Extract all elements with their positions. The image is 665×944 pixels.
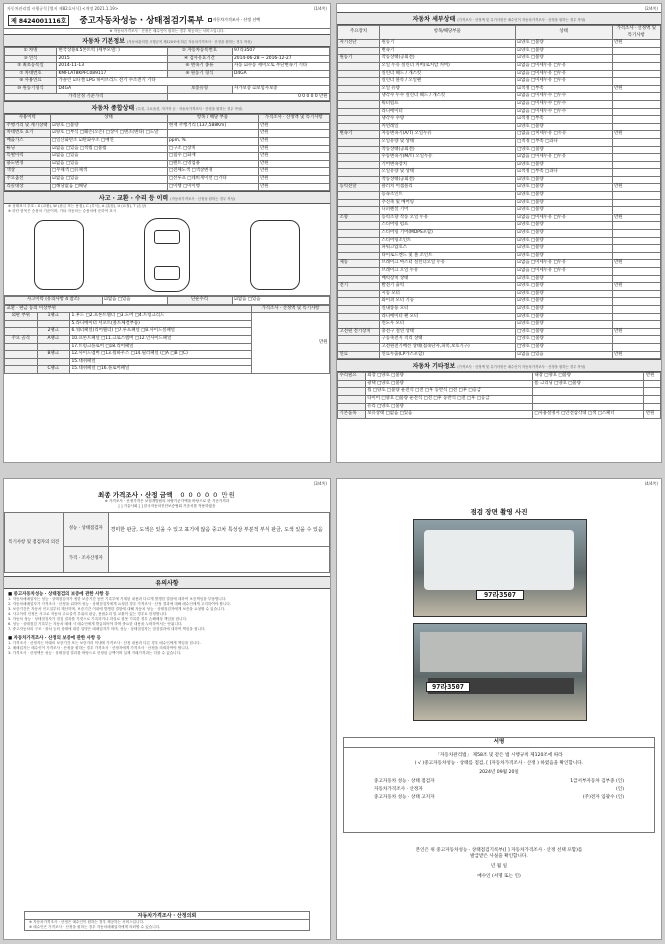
doc-number: 제 8424001116호	[8, 15, 69, 26]
table-row: 냉각수 수량 ☑적정 □부족	[338, 116, 661, 124]
photo-title: 점검 장면 촬영 사진	[470, 508, 528, 516]
table-row: 고전원전기배선 상태(접속단자,피복,보호기구) □양호 □불량	[338, 343, 661, 351]
table-row: 시동 모터 ☑양호 □불량	[338, 290, 661, 298]
table-row: 수리필요 외장 □양호 □불량 내장 □양호 □불량 만원	[338, 373, 661, 381]
table-row: 커먼레일 ☑양호 □불량	[338, 123, 661, 131]
table-row: 용도변경 ☑없음 □있음 □렌트 □영업용 만원	[5, 160, 330, 168]
table-row: 외판 부위 1랭크 1.후드 □2.프론트휀더 □3.도어 □4.트렁크리드 만원	[5, 313, 330, 321]
table-row: ⑩ 원동기형식 D4GA 보증유형 자가보증 ☑보험사보증	[5, 85, 330, 93]
section-caution: 유의사항	[4, 576, 330, 589]
table-row: 15.대쉬패널	[5, 358, 330, 366]
signer-row: 중고자동차 성능 · 상태 고지자 (주)전자 임광수 (인)	[374, 795, 624, 800]
table-row: 색상 □무채색 □유채색 □전체도색 □색상변경 만원	[5, 168, 330, 176]
section-accident: 사고 · 교환 · 수리 등 이력 (자동차가격조사 · 산정을 원하는 경우 작성)	[4, 191, 330, 204]
table-row: 제동 브레이크 마스터 실린더오일 누유 ☑없음 □미세누유 □누유 만원	[338, 260, 661, 268]
caution-item: 1. 가격조사 · 산정자는 아래의 보증기간 또는 보증거리 이내에 가격조사 · 산정 내용과 다른 경우 매수인에게 책임을 집니다.	[8, 641, 201, 645]
table-row: 실린더 헤드 / 개스킷 ☑없음 □미세누유 □누유	[338, 70, 661, 78]
photo-front	[413, 519, 587, 617]
table-row: 고전원 전기장치 충전구 절연 상태 □양호 □불량 만원	[338, 328, 661, 336]
table-row: 스티어링조인트 ☑양호 □불량	[338, 237, 661, 245]
caution-item: 3. 보증기간은 자동차 인도일부터 계산하며, 보증기간 이내에 발생한 결함에 대해 자동차 성능 · 상태점검자에게 보증을 요청할 수 있습니다.	[8, 607, 226, 611]
table-row: 조향 동력조향 작동 오일 누유 ☑없음 □미세누유 □누유 만원	[338, 214, 661, 222]
section-basic: 자동차 기본정보 (자동차관리법 시행규칙 제120조에 따른 자동차가격조사 · 산정을 원하는 경우 작성)	[4, 34, 330, 47]
table-row: 기어변속장치 ☑양호 □불량	[338, 161, 661, 169]
doc-title: 중고자동차성능 · 상태점검기록부	[79, 16, 204, 26]
table-row: 배력장치 상태 ☑양호 □불량	[338, 275, 661, 283]
photo-rear	[413, 623, 587, 721]
form-header-left: 자동차관리법 시행규칙 [별지 제82호서식] <개정 2021.1.19>	[7, 6, 119, 11]
table-row: 배출가스 □일산화탄소 ☑탄화수소 □매연 ppm, % 만원	[5, 137, 330, 145]
base-price: 0 0 0 0 0 만원	[167, 93, 330, 101]
table-row: 자기진단 원동기 ☑양호 □불량 만원	[338, 40, 661, 48]
price-check-option[interactable]: 자동차가격조사 · 산정 선택	[208, 17, 261, 23]
table-row: 동력전달 클러치 어셈블리 ☑양호 □불량 만원	[338, 184, 661, 192]
table-row: ⑨ 사용연료 가솔린 ☑디젤 LPG 하이브리드 전기 수소전기 기타	[5, 78, 330, 86]
table-row: 차대번호 표기 ☑양호 □부식 □훼손(오손) □상이 □변조(변타) □도말 만원	[5, 130, 330, 138]
doc-subtitle: ※ 자동차가격조사 · 산정은 매수인이 원하는 경우 제공하는 서비스입니다.	[109, 29, 225, 33]
table-row: 작동상태(공회전) ☑양호 □불량	[338, 176, 661, 184]
caution-item: 4. 사고이력 인정은 사고로 자동차 주요골격 부위의 판금, 용접수리 및 교환이 있는 경우로 한정합니다.	[8, 612, 168, 616]
exchange-table	[4, 305, 330, 374]
license-plate-rear: 97라3507	[426, 682, 470, 692]
table-row: 오일유량 및 상태 □적정 □부족 □과다	[338, 138, 661, 146]
page-4	[336, 478, 662, 940]
table-row: 타이어 □양호 □불량 운전석 □전 □후 동반석 □전 □후 □응급	[338, 395, 661, 403]
table-row: 브레이크 오일 누유 ☑없음 □미세누유 □누유	[338, 268, 661, 276]
truck-cab	[424, 530, 574, 590]
page-number: (2/4쪽)	[644, 6, 658, 11]
signer-row: 중고자동차 성능 · 상태 점검자 1급서부자동차 김부중 (인)	[374, 779, 624, 784]
table-row: ③ 연식 2015 ④ 검사유효기간 2014-06-28 ~ 2016-12-27	[5, 55, 330, 63]
table-row: 2랭크 6.쿼터패널(리어휀더) □7.루프패널 □8.사이드실패널	[5, 328, 330, 336]
table-header: 교환 · 판금 등의 이상부위 가격조사 · 산정액 및 특기사항	[5, 305, 330, 313]
legend-note: ※ 하단 항목은 승용차 기준이며, 기타 자동차는 승용차에 준하여 표시	[8, 209, 117, 214]
table-row: 튜닝 ☑없음 □있음 □적법 □불법 □구조 □장치 만원	[5, 145, 330, 153]
table-row: C랭크 15.대쉬패널 □16.플로어패널	[5, 366, 330, 374]
detail-table	[337, 25, 661, 359]
request-box: 자동차가격조사 · 산정의뢰 ※ 자동차가격조사 · 산정은 매수인이 원하는 경우 제공하는 서비스입니다. ※ 매수인은 가격조사 · 산정을 원하는 경우 자동차매매업자에게 의뢰할 수 있습니다.	[24, 911, 310, 931]
page-number: (3/4쪽)	[313, 481, 327, 486]
table-row: B랭크 12.사이드멤버 □13.휠하우스 □14.필러패널 (□A □B □C)	[5, 351, 330, 359]
table-row: 광택 □양호 □불량 룸 크리닝 □양호 □불량	[338, 380, 661, 388]
truck-bed	[420, 632, 582, 672]
table-row: 17.트렁크플로어 □18.리어패널	[5, 343, 330, 351]
section-detail: 자동차 세부상태 (가격조사 · 산정액 및 특기사항은 매수인이 자동차가격조사 · 산정을 원하는 경우 작성)	[337, 12, 661, 25]
final-price-title: 최종 가격조사 · 산정 금액	[98, 491, 173, 499]
table-row: 전기 발전기 출력 ☑양호 □불량 만원	[338, 283, 661, 291]
caution-item: 6. 성능 · 상태점검 기록부는 자동차 매매 시 매수인에게 발급되어야 하며 중요한 내용을 누락하여서는 안됩니다.	[8, 622, 183, 626]
page-3: (3/4쪽) 최종 가격조사 · 산정 금액 0 0 0 0 0 만원 ※ 가격조사 · 산정가격은 보험개발원의 차량기준가액을 바탕으로 한 기준가격과 [ ] 기술사회 [ ] 한국자동차진단보증협회 기준서를 적용하였음 특기사항 및 점검자의 의견 성능 · 상태점검자 경미한 판금, 도색은 있을 수 있고 표기에 않음 중고차 특성상 부분적 부식 판금, 도색 있을 수 있음 가격 · 조사산정자 유의사항 ■ 중고자동차성능 · 상태점검의 보증에 관한 사항 등 1. 자동차매매업자는 성능 · 상태점검자가 정한 보증기간 동안 기록부에 기재된 내용과 다르게 발생한 결함에 대하여 보증책임을 부담합니다. 2. 자동차매매업자가 가격조사 · 산정을 위하여 성능 · 상태점검자에게 요청한 경우 가격조사 · 산정 결과에 대해 매수인에게 고지하여야 합니다. 3. 보증기간은 자동차 인도일부터 계산하며, 보증기간 이내에 발생한 결함에 대해 자동차 성능 · 상태점검자에게 보증을 요청할 수 있습니다. 4. 사고이력 인정은 사고로 자동차 주요골격 부위의 판금, 용접수리 및 교환이 있는 경우로 한정합니다. 5. 자동차 성능 · 상태점검자가 점검 결과를 거짓으로 기록하거나 과실로 잘못 기록한 경우 손해배상 책임을 집니다. 6. 성능 · 상태점검 기록부는 자동차 매매 시 매수인에게 발급되어야 하며 중요한 내용을 누락하여서는 안됩니다. 7. 중고자동차의 구조 · 장치 등의 상태에 대한 설명은 매매업자가 하며, 성능 · 상태점검자는 점검결과에 대하여 책임을 집니다. ■ 자동차가격조사 · 산정의 보증에 관한 사항 등 1. 가격조사 · 산정자는 아래의 보증기간 또는 보증거리 이내에 가격조사 · 산정 내용과 다른 경우 매수인에게 책임을 집니다. 2. 매매업자는 매수인이 가격조사 · 산정을 원하는 경우 가격조사 · 산정자에게 가격조사 · 산정을 의뢰하여야 합니다. 3. 가격조사 · 산정액은 성능 · 상태점검 결과를 바탕으로 산정된 금액이며 실제 거래가격과는 다를 수 있습니다. 자동차가격조사 · 산정의뢰 ※ 자동차가격조사 · 산정은 매수인이 원하는 경우 제공하는 서비스입니다. ※ 매수인은 가격조사 · 산정을 원하는 경우 자동차매매업자에게 의뢰할 수 있습니다.	[3, 478, 331, 940]
caution-item: 2. 매매업자는 매수인이 가격조사 · 산정을 원하는 경우 가격조사 · 산정자에게 가격조사 · 산정을 의뢰하여야 합니다.	[8, 646, 190, 650]
car-windshield	[154, 230, 180, 244]
table-row: 리콜대상 □해당없음 □해당 □이행 □미이행 만원	[5, 183, 330, 191]
table-row: 오일유량 및 상태 ☑적정 □부족 □과다	[338, 169, 661, 177]
table-header: 주요장치 항목/해당부품 상태 가격조사 · 산정액 및 특기사항	[338, 26, 661, 40]
caution-list	[4, 597, 330, 632]
table-row: 와이퍼 모터 기능 ☑양호 □불량	[338, 298, 661, 306]
table-row: 기본품목 보유상태 □없음 □있음 □사용설명서 □안전삼각대 □잭 □스패너 만원	[338, 411, 661, 419]
accident-table	[4, 296, 330, 305]
table-row: 5.라디에이터 서포트(볼트체결부품)	[5, 320, 330, 328]
table-row: 실내송풍 모터 ☑양호 □불량	[338, 305, 661, 313]
table-row: 등속조인트 ☑양호 □불량	[338, 192, 661, 200]
table-row: 스티어링 기어(MDPS포함) ☑양호 □불량	[338, 230, 661, 238]
car-diagram	[4, 214, 330, 296]
section-overall: 자동차 종합상태 (특징, 주요옵션, 자가자 등 · 자동차가격조사 · 산정을 원하는 경우 작성)	[4, 101, 330, 114]
special-notes-table	[4, 512, 330, 573]
table-row: 변속기 자동변속기(A/T) 오일누유 □없음 □미세누유 □누유 만원	[338, 131, 661, 139]
car-outline-left	[34, 220, 84, 290]
table-row: 수동변속기(M/T) 오일누유 ☑없음 □미세누유 □누유	[338, 154, 661, 162]
table-row: 워터펌프 ☑없음 □미세누수 □누수	[338, 100, 661, 108]
table-row: 라디에이터 팬 모터 ☑양호 □불량	[338, 313, 661, 321]
sign-date: 2024년 09월 20일	[479, 770, 519, 775]
table-row: 주요 골격 A랭크 10.프론트패널 □11.크로스멤버 □12.인사이드패널	[5, 336, 330, 344]
inspector-opinion: 경미한 판금, 도색은 있을 수 있고 표기에 않음 중고차 특성상 부분적 부식 판금, 도색 있을 수 있음	[109, 513, 330, 547]
table-row: 작동상태(공회전) □양호 □불량	[338, 146, 661, 154]
page-number: (1/4쪽)	[313, 6, 327, 11]
table-row: 특기사항 및 점검자의 의견 성능 · 상태점검자 경미한 판금, 도색은 있을 수 있고 표기에 않음 중고차 특성상 부분적 부식 판금, 도색 있을 수 있음	[5, 513, 330, 547]
table-row: 오일 누유 실린더 커버(로커암 커버) ☑없음 □미세누유 □누유	[338, 62, 661, 70]
table-row: 스티어링 펌프 ☑양호 □불량	[338, 222, 661, 230]
overall-table	[4, 114, 330, 191]
caution-item: 3. 가격조사 · 산정액은 성능 · 상태점검 결과를 바탕으로 산정된 금액이며 실제 거래가격과는 다를 수 있습니다.	[8, 651, 182, 655]
table-row: 라디에이터 ☑없음 □미세누수 □누수	[338, 108, 661, 116]
page-2	[336, 3, 662, 463]
final-price: 0 0 0 0 0 만원	[180, 491, 236, 499]
table-row: 휠 □양호 □불량 운전석 □전 □후 동반석 □전 □후 □응급	[338, 388, 661, 396]
caution-item: 1. 자동차매매업자는 성능 · 상태점검자가 정한 보증기간 동안 기록부에 기재된 내용과 다르게 발생한 결함에 대하여 보증책임을 부담합니다.	[8, 597, 227, 601]
page-1	[3, 3, 331, 463]
table-row: 냉각수 누수 실린더 헤드 / 개스킷 ☑없음 □미세누수 □누수	[338, 93, 661, 101]
table-row: 사고이력 (유의사항 4 참조) ☑없음 □있음 단순수리 ☑없음 □있음	[5, 297, 330, 305]
section-equip: 자동차 기타정보 (가격조사 · 산정액 및 특기사항은 매수인이 자동차가격조사 · 산정을 원하는 경우 작성)	[337, 359, 661, 372]
car-outline-right	[250, 220, 300, 290]
table-row: 변속기 ☑양호 □불량	[338, 47, 661, 55]
caution-item: 2. 자동차매매업자가 가격조사 · 산정을 위하여 성능 · 상태점검자에게 요청한 경우 가격조사 · 산정 결과에 대해 매수인에게 고지하여야 합니다.	[8, 602, 231, 606]
table-row: 디퍼렌셜 기어 ☑양호 □불량	[338, 207, 661, 215]
car-rear-window	[154, 266, 180, 280]
receiver-sign: 매수인 (서명 또는 인)	[477, 874, 521, 879]
caution-item: 5. 자동차 성능 · 상태점검자가 점검 결과를 거짓으로 기록하거나 과실로 잘못 기록한 경우 손해배상 책임을 집니다.	[8, 617, 188, 621]
table-row: 주행거리 및 계기상태 ☑양호 □불량 현재 주행거리 [137,588Km] 만원	[5, 122, 330, 130]
table-row: 파워고압호스 ☑양호 □불량	[338, 245, 661, 253]
table-row: 연료 연료누출(LP가스포함) ☑없음 □있음 만원	[338, 351, 661, 359]
equip-table	[337, 372, 661, 419]
table-row: ⑤ 최초등록일 2014-11-13 ⑥ 변속기 종류 자동 ☑수동 세미오토 무단변속기 기타	[5, 63, 330, 71]
basic-info-table	[4, 47, 330, 101]
table-row: 특별이력 ☑없음 □있음 □침수 □화재 만원	[5, 153, 330, 161]
table-row: 유리 □양호 □불량	[338, 403, 661, 411]
table-row: 추진축 및 베어링 ☑양호 □불량	[338, 199, 661, 207]
table-row: 오일 유량 ☑적정 □부족 만원	[338, 85, 661, 93]
license-plate: 97라3507	[476, 590, 524, 600]
table-row: ⑦ 차대번호 KMFLAT8KPFC089117 ⑧ 원동기 형식 D4GA	[5, 70, 330, 78]
caution-item: 7. 중고자동차의 구조 · 장치 등의 상태에 대한 설명은 매매업자가 하며, 성능 · 상태점검자는 점검결과에 대하여 책임을 집니다.	[8, 627, 206, 631]
receipt-box: 본인은 위 중고자동차성능 · 상태점검기록부([ ] 자동차가격조사 · 산정 선택 포함)를 발급받은 사실을 확인합니다. 년 월 일 매수인 (서명 또는 인)	[343, 841, 655, 879]
table-header: 사용이력 상태 항목 / 해당 부품 가격조사 · 산정액 및 특기사항	[5, 115, 330, 123]
table-row: 타이로드엔드 및 볼 조인트 ☑양호 □불량	[338, 252, 661, 260]
checkbox[interactable]	[208, 18, 212, 22]
table-row: 실린더 블록 / 오일팬 ☑없음 □미세누유 □누유	[338, 78, 661, 86]
table-row: 원동기 작동상태(공회전) ☑양호 □불량	[338, 55, 661, 63]
table-row: 윈도우 모터 ☑양호 □불량	[338, 321, 661, 329]
page-number: (4/4쪽)	[644, 481, 658, 486]
caution2-list	[4, 641, 330, 656]
table-row: 가격 · 조사산정자	[5, 547, 330, 573]
table-row: 주요옵션 ☑없음 □있음 □선루프 □네비게이션 □기타 만원	[5, 175, 330, 183]
legend: ※ 상태표시 부호 : X (교환), W (판금 또는 용접), C (부식), A (흠집), U (요철), T (손상)	[8, 204, 147, 209]
signer-row: 자동차가격조사 · 산정자 (인)	[374, 787, 624, 792]
table-row: ① 차명 한국상용4.5톤트럭 (세부모델: ) ② 자동차등록번호 97라3507	[5, 48, 330, 56]
table-row: 가격산정 기준가격 0 0 0 0 0 만원	[5, 93, 330, 101]
table-row: 구동축전지 격리 상태 □양호 □불량	[338, 336, 661, 344]
signature-box: 서명 「자동차관리법」 제58조 및 같은 법 시행규칙 제120조에 따라 ( √ )중고자동차성능 · 상태를 점검, [ ]자동차가격조사 · 산정 ) 하였음을 확인합니다. 2024년 09월 20일 중고자동차 성능 · 상태 점검자 1급서부자동차 김부중 (인) 자동차가격조사 · 산정자 (인) 중고자동차 성능 · 상태 고지자 (주)전자 임광수 (인)	[343, 737, 655, 833]
